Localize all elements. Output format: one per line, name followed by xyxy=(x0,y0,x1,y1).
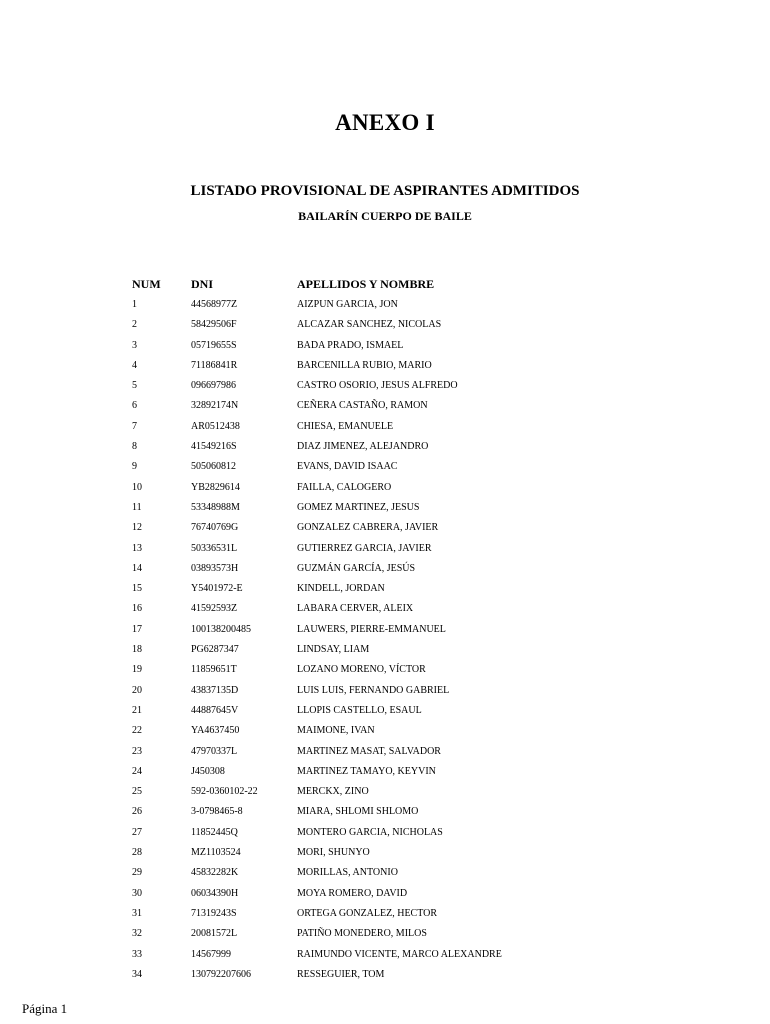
row-name: LOZANO MORENO, VÍCTOR xyxy=(297,664,426,676)
row-name: MERCKX, ZINO xyxy=(297,786,369,798)
row-dni: 41549216S xyxy=(191,441,237,453)
table-row xyxy=(0,786,770,806)
table-row xyxy=(0,543,770,563)
table-row xyxy=(0,461,770,481)
row-dni: 20081572L xyxy=(191,928,238,940)
row-name: LINDSAY, LIAM xyxy=(297,644,370,656)
row-dni: 45832282K xyxy=(191,867,239,879)
table-row xyxy=(0,319,770,339)
table-row xyxy=(0,705,770,725)
row-name: MORILLAS, ANTONIO xyxy=(297,867,398,879)
row-num: 9 xyxy=(132,461,137,473)
row-dni: 3-0798465-8 xyxy=(191,806,243,818)
row-name: MORI, SHUNYO xyxy=(297,847,370,859)
row-num: 2 xyxy=(132,319,137,331)
row-dni: 53348988M xyxy=(191,501,240,513)
table-row xyxy=(0,502,770,522)
row-name: AIZPUN GARCIA, JON xyxy=(297,299,398,310)
row-dni: AR0512438 xyxy=(191,420,240,432)
table-row xyxy=(0,441,770,461)
row-num: 18 xyxy=(132,644,142,656)
row-name: GONZALEZ CABRERA, JAVIER xyxy=(297,522,439,534)
row-name: LABARA CERVER, ALEIX xyxy=(297,603,414,615)
table-row xyxy=(0,400,770,420)
row-num: 15 xyxy=(132,583,142,595)
row-name: MARTINEZ MASAT, SALVADOR xyxy=(297,745,441,757)
table-row xyxy=(0,908,770,928)
row-num: 33 xyxy=(132,948,142,960)
row-dni: 44887645V xyxy=(191,704,239,716)
table-row xyxy=(0,928,770,948)
row-name: GUTIERREZ GARCIA, JAVIER xyxy=(297,542,432,554)
table-row xyxy=(0,685,770,705)
row-name: MARTINEZ TAMAYO, KEYVIN xyxy=(297,765,436,777)
row-num: 31 xyxy=(132,907,142,919)
row-name: CASTRO OSORIO, JESUS ALFREDO xyxy=(297,380,458,392)
row-dni: 58429506F xyxy=(191,319,237,331)
annex-title: ANEXO I xyxy=(335,110,435,135)
row-name: GUZMÁN GARCÍA, JESÚS xyxy=(297,562,416,574)
row-dni: 05719655S xyxy=(191,339,237,351)
row-name: MAIMONE, IVAN xyxy=(297,725,375,737)
row-num: 17 xyxy=(132,623,142,635)
row-name: MOYA ROMERO, DAVID xyxy=(297,887,408,899)
row-num: 25 xyxy=(132,786,142,798)
row-dni: 41592593Z xyxy=(191,603,238,615)
table-row xyxy=(0,644,770,664)
row-dni: 096697986 xyxy=(191,380,236,392)
row-name: RAIMUNDO VICENTE, MARCO ALEXANDRE xyxy=(297,948,502,960)
table-row xyxy=(0,847,770,867)
row-num: 5 xyxy=(132,380,137,392)
row-dni: 50336531L xyxy=(191,542,238,554)
row-name: BADA PRADO, ISMAEL xyxy=(297,339,404,351)
table-row xyxy=(0,603,770,623)
row-num: 21 xyxy=(132,704,142,716)
row-name: LAUWERS, PIERRE-EMMANUEL xyxy=(297,623,446,635)
row-num: 4 xyxy=(132,359,137,371)
table-row xyxy=(0,563,770,583)
table-row xyxy=(0,482,770,502)
row-num: 10 xyxy=(132,481,142,493)
row-name: KINDELL, JORDAN xyxy=(297,583,385,595)
table-header xyxy=(0,277,770,293)
row-num: 12 xyxy=(132,522,142,534)
row-name: DIAZ JIMENEZ, ALEJANDRO xyxy=(297,441,429,453)
row-dni: 130792207606 xyxy=(191,968,251,980)
row-dni: YB2829614 xyxy=(191,481,240,493)
table-row xyxy=(0,806,770,826)
row-num: 19 xyxy=(132,664,142,676)
row-dni: 76740769G xyxy=(191,522,239,534)
row-name: ORTEGA GONZALEZ, HECTOR xyxy=(297,907,438,919)
table-row xyxy=(0,664,770,684)
row-dni: PG6287347 xyxy=(191,644,239,656)
row-name: EVANS, DAVID ISAAC xyxy=(297,461,398,473)
row-dni: 06034390H xyxy=(191,887,239,899)
row-name: PATIÑO MONEDERO, MILOS xyxy=(297,928,427,940)
row-num: 7 xyxy=(132,420,137,432)
row-num: 26 xyxy=(132,806,142,818)
row-name: BARCENILLA RUBIO, MARIO xyxy=(297,359,432,371)
row-num: 34 xyxy=(132,968,142,980)
row-dni: 71319243S xyxy=(191,907,237,919)
row-dni: 592-0360102-22 xyxy=(191,786,258,798)
table-row xyxy=(0,380,770,400)
table-row xyxy=(0,340,770,360)
row-num: 30 xyxy=(132,887,142,899)
header-num: NUM xyxy=(132,277,161,291)
header-name: APELLIDOS Y NOMBRE xyxy=(297,277,435,291)
row-num: 11 xyxy=(132,501,142,513)
row-dni: J450308 xyxy=(191,765,225,777)
row-dni: 505060812 xyxy=(191,461,236,473)
row-dni: 32892174N xyxy=(191,400,239,412)
row-num: 16 xyxy=(132,603,142,615)
table-row xyxy=(0,827,770,847)
table-row xyxy=(0,360,770,380)
row-num: 3 xyxy=(132,339,137,351)
table-row xyxy=(0,522,770,542)
table-row xyxy=(0,299,770,319)
table-row xyxy=(0,746,770,766)
header-dni: DNI xyxy=(191,277,214,291)
row-dni: 44568977Z xyxy=(191,299,238,310)
row-num: 14 xyxy=(132,562,142,574)
row-name: RESSEGUIER, TOM xyxy=(297,968,385,980)
row-dni: 71186841R xyxy=(191,359,238,371)
row-num: 1 xyxy=(132,299,137,310)
row-dni: 100138200485 xyxy=(191,623,251,635)
row-dni: 11852445Q xyxy=(191,826,238,838)
table-row xyxy=(0,888,770,908)
list-subtitle: LISTADO PROVISIONAL DE ASPIRANTES ADMITIDOS xyxy=(190,183,580,199)
table-row xyxy=(0,867,770,887)
row-num: 24 xyxy=(132,765,142,777)
row-num: 27 xyxy=(132,826,142,838)
table-row xyxy=(0,624,770,644)
applicants-table-body xyxy=(0,299,770,989)
row-dni: 03893573H xyxy=(191,562,239,574)
row-dni: 47970337L xyxy=(191,745,238,757)
row-dni: 11859651T xyxy=(191,664,237,676)
row-num: 22 xyxy=(132,725,142,737)
row-num: 29 xyxy=(132,867,142,879)
specialty-title: BAILARÍN CUERPO DE BAILE xyxy=(298,209,472,223)
table-row xyxy=(0,969,770,989)
row-dni: YA4637450 xyxy=(191,725,240,737)
table-row xyxy=(0,421,770,441)
row-num: 6 xyxy=(132,400,137,412)
row-name: LUIS LUIS, FERNANDO GABRIEL xyxy=(297,684,450,696)
row-dni: Y5401972-E xyxy=(191,583,243,595)
row-name: ALCAZAR SANCHEZ, NICOLAS xyxy=(297,319,442,331)
row-num: 23 xyxy=(132,745,142,757)
row-num: 20 xyxy=(132,684,142,696)
row-dni: 43837135D xyxy=(191,684,239,696)
row-num: 13 xyxy=(132,542,142,554)
row-dni: MZ1103524 xyxy=(191,847,241,859)
row-num: 32 xyxy=(132,928,142,940)
table-row xyxy=(0,725,770,745)
page-number: Página 1 xyxy=(22,1001,68,1016)
row-name: MONTERO GARCIA, NICHOLAS xyxy=(297,826,443,838)
row-name: MIARA, SHLOMI SHLOMO xyxy=(297,806,419,818)
table-row xyxy=(0,583,770,603)
row-name: CEÑERA CASTAÑO, RAMON xyxy=(297,400,428,412)
row-num: 8 xyxy=(132,441,137,453)
row-name: GOMEZ MARTINEZ, JESUS xyxy=(297,501,420,513)
row-name: FAILLA, CALOGERO xyxy=(297,481,392,493)
row-name: LLOPIS CASTELLO, ESAUL xyxy=(297,704,422,716)
row-name: CHIESA, EMANUELE xyxy=(297,420,394,432)
row-num: 28 xyxy=(132,847,142,859)
row-dni: 14567999 xyxy=(191,948,231,960)
table-row xyxy=(0,766,770,786)
table-row xyxy=(0,949,770,969)
